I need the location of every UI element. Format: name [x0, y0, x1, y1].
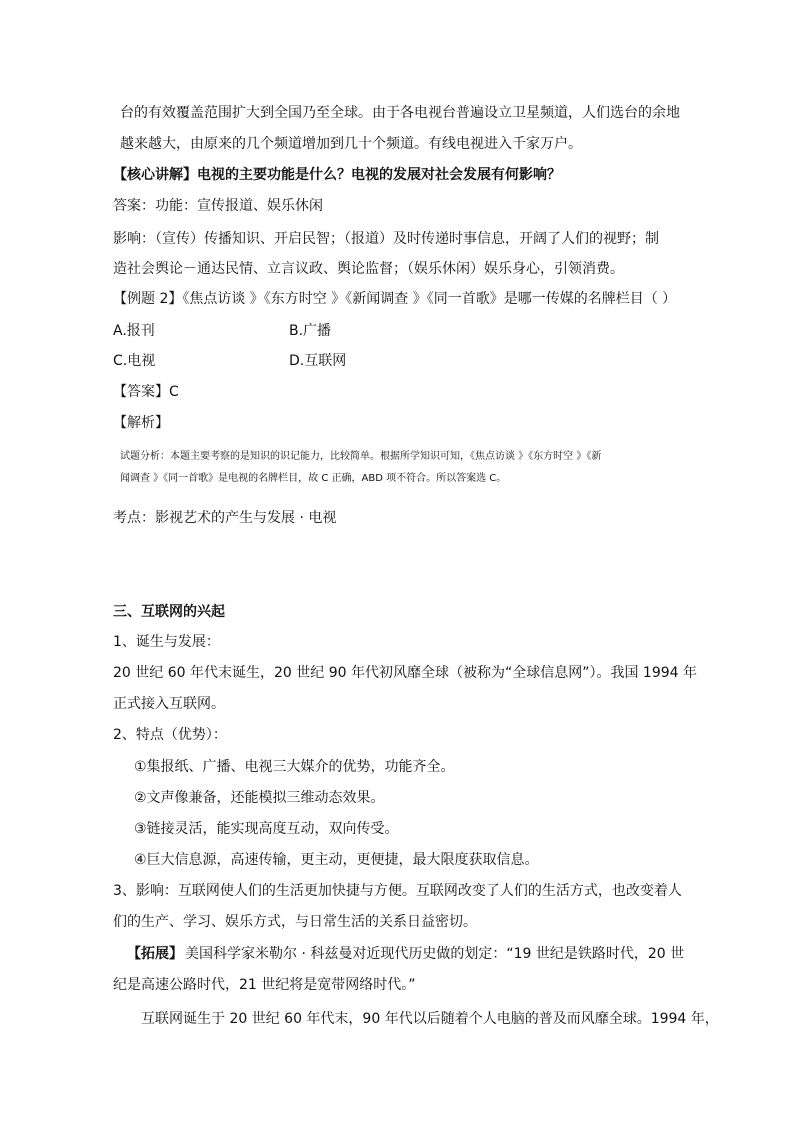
- origin-line-2: 正式接入互联网。: [113, 696, 225, 712]
- subheading-1: 1、诞生与发展：: [113, 634, 220, 650]
- feature-1: ①集报纸、广播、电视三大媒介的优势，功能齐全。: [134, 759, 455, 775]
- extension-line-3: 互联网诞生于 20 世纪 60 年代末，90 年代以后随着个人电脑的普及而风靡全球。1994 年，: [141, 1011, 719, 1027]
- extension-label: 【拓展】: [127, 946, 183, 962]
- intro-line-1: 台的有效覆盖范围扩大到全国乃至全球。由于各电视台普遍设立卫星频道，人们选台的余地: [120, 105, 680, 121]
- subheading-2: 2、特点（优势）：: [113, 727, 227, 743]
- option-a: A.报刊: [113, 323, 155, 339]
- analysis-line-1: 试题分析：本题主要考察的是知识的识记能力，比较简单。根据所学知识可知，《焦点访谈 》《东方时空 》《新: [120, 451, 602, 462]
- influence-line-2: 们的生产、学习、娱乐方式，与日常生活的关系日益密切。: [113, 914, 477, 930]
- core-answer: 答案：功能：宣传报道、娱乐休闲: [113, 198, 323, 214]
- core-impact-line-1: 影响：（宣传）传播知识、开启民智；（报道）及时传递时事信息，开阔了人们的视野；制: [113, 231, 659, 247]
- option-d: D.互联网: [289, 353, 347, 369]
- section-heading: 三、互联网的兴起: [113, 604, 225, 620]
- example-title: 【例题 2】《焦点访谈 》《东方时空 》《新闻调查 》《同一首歌》是哪一传媒的名牌栏目（ ）: [113, 291, 677, 307]
- intro-line-2: 越来越大，由原来的几个频道增加到几十个频道。有线电视进入千家万户。: [120, 136, 582, 152]
- feature-4: ④巨大信息源，高速传输，更主动，更便捷，最大限度获取信息。: [134, 852, 539, 868]
- feature-3: ③链接灵活，能实现高度互动，双向传受。: [134, 821, 399, 837]
- option-c: C.电视: [113, 353, 156, 369]
- analysis-line-2: 闻调查 》《同一首歌》是电视的名牌栏目，故 C 正确，ABD 项不符合。所以答案选 C。: [120, 473, 507, 484]
- feature-2: ②文声像兼备，还能模拟三维动态效果。: [134, 790, 385, 806]
- origin-line-1: 20 世纪 60 年代末诞生，20 世纪 90 年代初风靡全球（被称为“全球信息网”）。我国 1994 年: [113, 665, 697, 681]
- extension-line-2: 纪是高速公路时代，21 世纪将是宽带网络时代。”: [113, 977, 416, 993]
- core-question: 【核心讲解】电视的主要功能是什么？电视的发展对社会发展有何影响？: [113, 167, 561, 183]
- option-b: B.广播: [289, 323, 332, 339]
- influence-line-1: 3、影响：互联网使人们的生活更加快捷与方便。互联网改变了人们的生活方式，也改变着人: [113, 883, 682, 899]
- analysis-label: 【解析】: [113, 415, 169, 431]
- extension-line-1: 美国科学家米勒尔 · 科兹曼对近现代历史做的划定：“19 世纪是铁路时代，20 世: [185, 946, 685, 962]
- exam-point: 考点：影视艺术的产生与发展 · 电视: [113, 510, 337, 526]
- core-impact-line-2: 造社会舆论－通达民情、立言议政、舆论监督；（娱乐休闲）娱乐身心，引领消费。: [113, 261, 624, 277]
- example-answer: 【答案】C: [113, 384, 179, 400]
